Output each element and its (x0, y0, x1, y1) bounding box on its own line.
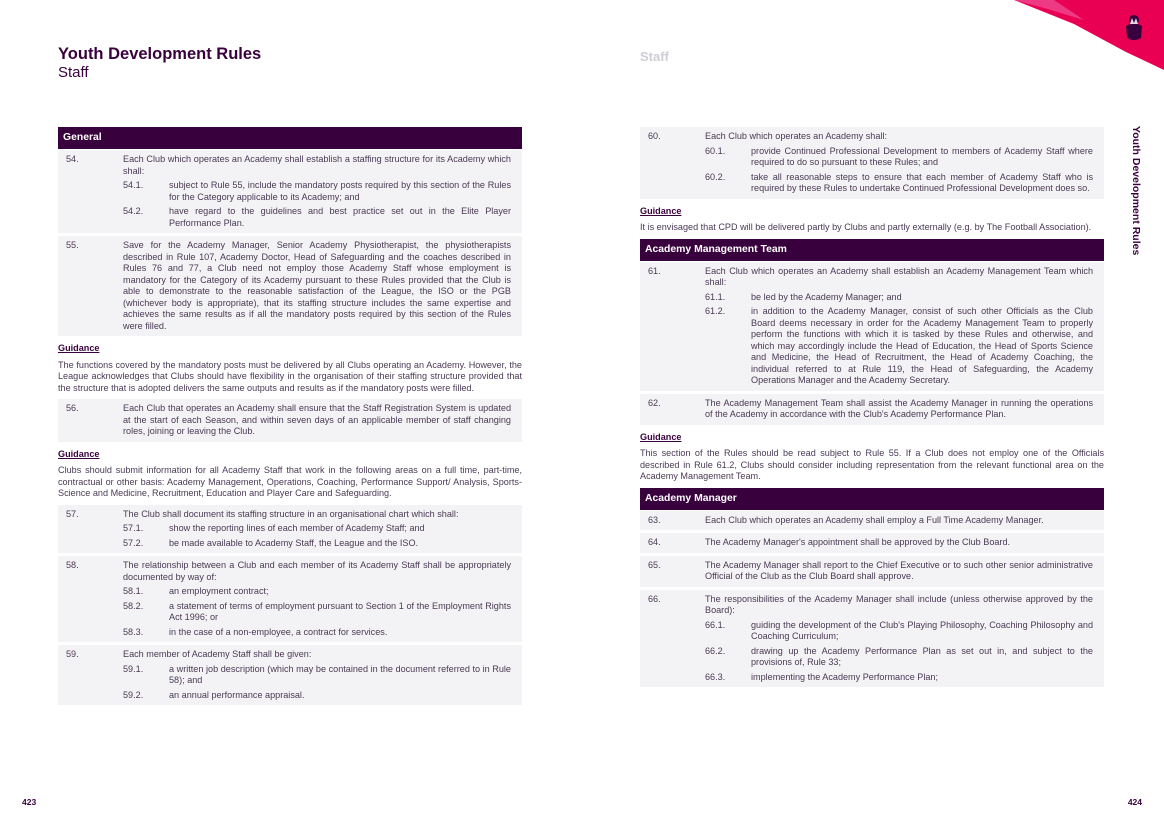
sub-rule-number: 61.1. (705, 291, 726, 302)
sub-rule-text: drawing up the Academy Performance Plan as set out in, and subject to the provisions of, Rule 33; (751, 645, 1093, 667)
rule-text: Each Club which operates an Academy shall: (705, 131, 887, 141)
rule-number: 57. (66, 508, 79, 519)
rule-64 (640, 533, 1104, 553)
section-heading-academy-management-team: Academy Management Team (640, 239, 1104, 261)
sub-rule-number: 66.2. (705, 645, 726, 656)
page-number-right: 424 (1127, 797, 1142, 807)
left-column (58, 127, 522, 705)
rule-number: 60. (648, 131, 661, 141)
sub-rule-number: 60.2. (705, 171, 726, 182)
rule-66 (640, 590, 1104, 688)
sub-rule-text: be led by the Academy Manager; and (751, 291, 902, 302)
sub-rule (705, 306, 1093, 387)
sub-rule-number: 57.2. (123, 537, 144, 548)
rule-65 (640, 556, 1104, 587)
guidance-heading: Guidance (58, 448, 100, 459)
sub-rule (123, 523, 511, 535)
rule-text: Each Club which operates an Academy shall establish an Academy Management Team which shall: (705, 265, 1093, 287)
sub-rule (123, 538, 511, 550)
rule-text: The Academy Management Team shall assist the Academy Manager in running the operations of the Academy in accordance with the Club's Academy Performance Plan. (705, 397, 1093, 419)
sub-rule-text: show the reporting lines of each member of Academy Staff; and (169, 523, 425, 533)
sub-rule (705, 146, 1093, 169)
sub-rule (123, 206, 511, 229)
sub-rule (123, 586, 511, 598)
rule-number: 58. (66, 560, 79, 570)
rule-number: 56. (66, 403, 79, 413)
sub-rule (123, 601, 511, 624)
rule-text: The Club shall document its staffing structure in an organisational chart which shall: (123, 508, 459, 519)
sub-rule-number: 58.1. (123, 586, 144, 596)
rule-55 (58, 236, 522, 336)
sub-rule-text: guiding the development of the Club's Playing Philosophy, Coaching Philosophy and Coaching Curriculum; (751, 619, 1093, 641)
sub-rule (123, 627, 511, 639)
sub-rule-text: in the case of a non-employee, a contract for services. (169, 626, 388, 637)
right-column (640, 127, 1104, 687)
sub-rule-number: 54.1. (123, 180, 144, 190)
rule-59 (58, 645, 522, 705)
sub-rule (123, 690, 511, 702)
sub-rule-number: 58.2. (123, 600, 144, 611)
rule-62 (640, 394, 1104, 425)
rule-text: Each Club which operates an Academy shall employ a Full Time Academy Manager. (705, 514, 1044, 525)
sub-rule-text: a statement of terms of employment pursuant to Section 1 of the Employment Rights Act 1996; or (169, 600, 511, 622)
rule-number: 66. (648, 593, 661, 604)
sub-rule-number: 57.1. (123, 523, 144, 533)
vertical-running-title: Youth Development Rules (1130, 126, 1142, 256)
rule-61 (640, 262, 1104, 391)
sub-rule (705, 620, 1093, 643)
document-subtitle: Staff (58, 64, 89, 81)
rule-text: The relationship between a Club and each member of its Academy Staff shall be appropriately documented by way of: (123, 560, 511, 582)
section-heading-academy-manager: Academy Manager (640, 488, 1104, 510)
sub-rule-text: an employment contract; (169, 586, 269, 596)
sub-rule (705, 172, 1093, 195)
sub-rule-number: 54.2. (123, 206, 144, 216)
sub-rule-number: 60.1. (705, 145, 726, 156)
guidance-heading: Guidance (640, 205, 682, 216)
rule-text: Each Club which operates an Academy shall establish a staffing structure for its Academy which shall: (123, 154, 511, 176)
rule-text: The Academy Manager's appointment shall be approved by the Club Board. (705, 537, 1011, 547)
guidance-text: Clubs should submit information for all Academy Staff that work in the following areas on a full time, part-time, contractual or other basis: Academy Management, Operations, Coaching, Performance Support/ Analysis, Sports-Science and Medicine, Recruitment, Education and Player Care and Safeguarding. (58, 465, 522, 498)
rule-number: 64. (648, 537, 661, 547)
sub-rule (705, 292, 1093, 304)
rule-number: 63. (648, 514, 661, 525)
rule-number: 55. (66, 240, 79, 250)
rule-number: 62. (648, 397, 661, 408)
rule-60 (640, 127, 1104, 199)
sub-rule (705, 672, 1093, 684)
rule-63 (640, 511, 1104, 531)
sub-rule-text: provide Continued Professional Development to members of Academy Staff where required to do so pursuant to these Rules; and (751, 145, 1093, 167)
sub-rule-text: in addition to the Academy Manager, consist of such other Officials as the Club Board deems necessary in order for the Academy Management Team to properly perform the functions with which it is tasked by these Rules and otherwise, and which may accordingly include the Head of Education, the Head of Sports Science and Medicine, the Head of Recruitment, the Head of Academy Coaching, the individual referred to at Rule 119, the Head of Safeguarding, the Academy Operations Manager and the Academy Secretary. (751, 306, 1093, 385)
sub-rule (123, 664, 511, 687)
sub-rule-number: 66.1. (705, 619, 726, 630)
sub-rule-number: 61.2. (705, 306, 726, 316)
rule-text: The responsibilities of the Academy Manager shall include (unless otherwise approved by the Board): (705, 593, 1093, 615)
sub-rule-text: a written job description (which may be contained in the document referred to in Rule 58); and (169, 663, 511, 685)
rule-text: Each member of Academy Staff shall be given: (123, 649, 312, 659)
document-title: Youth Development Rules (58, 45, 262, 63)
sub-rule-number: 59.1. (123, 663, 144, 674)
rule-57 (58, 505, 522, 554)
guidance-text: It is envisaged that CPD will be delivered partly by Clubs and partly externally (e.g. by The Football Association). (640, 222, 1092, 232)
sub-rule-text: subject to Rule 55, include the mandatory posts required by this section of the Rules for the Category applicable to its Academy; and (169, 180, 511, 202)
guidance-text: The functions covered by the mandatory posts must be delivered by all Clubs operating an Academy. However, the League acknowledges that Clubs should have flexibility in the organisation of their staffing structure provided that the structure that is adopted delivers the same outputs and results as if the mandatory posts were filled. (58, 359, 522, 393)
sub-rule (705, 646, 1093, 669)
section-heading-general: General (58, 127, 522, 149)
rule-58 (58, 556, 522, 642)
rule-number: 54. (66, 154, 79, 164)
sub-rule-number: 58.3. (123, 626, 144, 637)
premier-league-logo-icon (1122, 12, 1146, 42)
sub-rule-number: 59.2. (123, 689, 144, 700)
rule-text: Each Club that operates an Academy shall ensure that the Staff Registration System is updated at the start of each Season, and within seven days of an applicable member of staff changing roles, joining or leaving the Club. (123, 403, 511, 436)
sub-rule-text: implementing the Academy Performance Plan; (751, 671, 939, 682)
sub-rule-text: have regard to the guidelines and best practice set out in the Elite Player Performance Plan. (169, 206, 511, 228)
rule-text: The Academy Manager shall report to the Chief Executive or to such other senior administrative Official of the Club as the Club Board shall approve. (705, 559, 1093, 581)
sub-rule-number: 66.3. (705, 671, 726, 682)
page-number-left: 423 (22, 797, 37, 807)
rule-text: Save for the Academy Manager, Senior Academy Physiotherapist, the physiotherapists described in Rule 107, Academy Doctor, Head of Safeguarding and the coaches described in Rules 76 and 77, a Club need not employ those Academy Staff whose employment is mandatory for the Category of its Academy pursuant to these Rules provided that the Club is able to demonstrate to the reasonable satisfaction of the League, the ISO or the PGB (whichever body is appropriate), that its staffing structure includes the same expertise and achieves the same results as if all the mandatory posts required by this section of the Rules were filled. (123, 240, 511, 331)
guidance-heading: Guidance (58, 343, 100, 353)
rule-54 (58, 150, 522, 233)
guidance-text: This section of the Rules should be read subject to Rule 55. If a Club does not employ one of the Officials described in Rule 61.2, Clubs should consider including representation from the relevant functional area on the Academy Management Team. (640, 448, 1104, 481)
right-page-title: Staff (640, 49, 669, 64)
sub-rule (123, 180, 511, 203)
sub-rule-text: an annual performance appraisal. (169, 689, 305, 700)
guidance-heading: Guidance (640, 431, 682, 442)
rule-number: 59. (66, 649, 79, 659)
rule-number: 65. (648, 559, 661, 570)
sub-rule-text: be made available to Academy Staff, the League and the ISO. (169, 537, 419, 548)
rule-number: 61. (648, 265, 661, 276)
sub-rule-text: take all reasonable steps to ensure that each member of Academy Staff who is required by these Rules to undertake Continued Professional Development does so. (751, 171, 1093, 193)
rule-56 (58, 399, 522, 442)
